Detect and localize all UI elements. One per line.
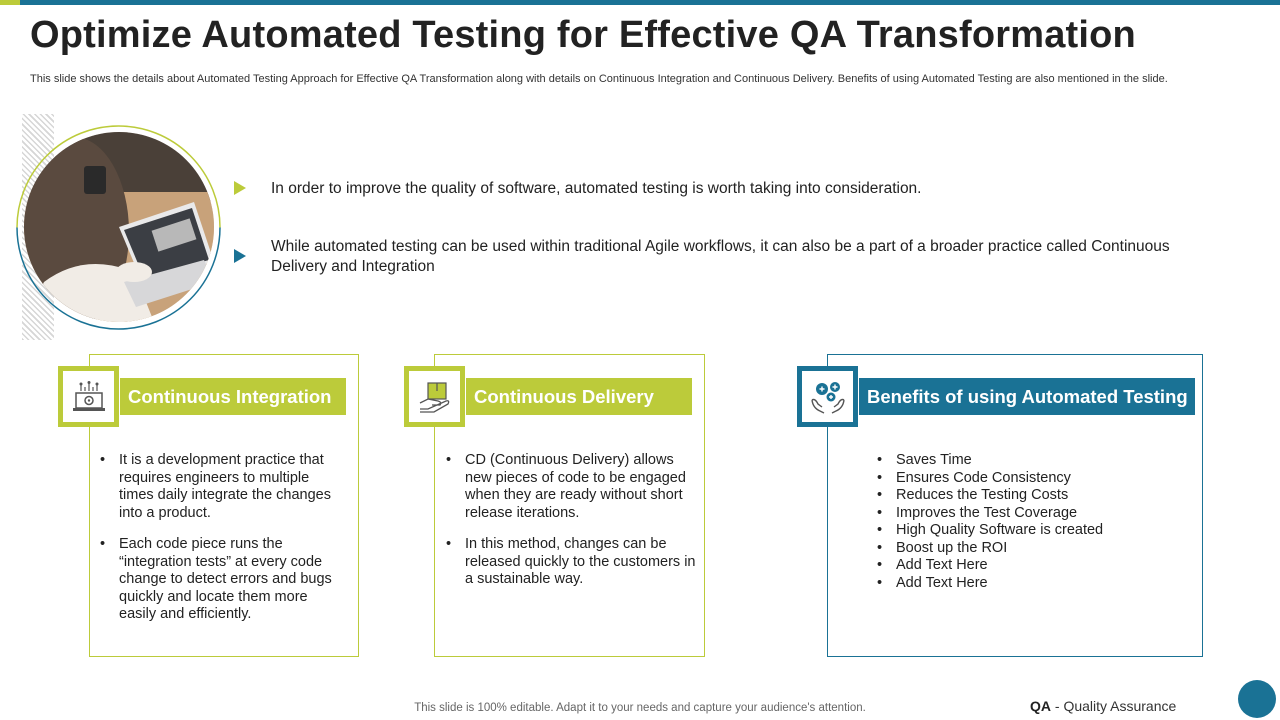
- list-item: • Add Text Here: [877, 575, 1177, 593]
- card-bullets-continuous-integration: [100, 452, 345, 638]
- card-title-continuous-delivery: Continuous Delivery: [466, 378, 692, 415]
- brand-label: [1030, 698, 1176, 714]
- package-hand-icon: [404, 366, 465, 427]
- top-accent-bar: [0, 0, 1280, 5]
- card-title-continuous-integration: Continuous Integration: [120, 378, 346, 415]
- list-item: • It is a development practice that requires engineers to multiple times daily integrate the changes into a product.: [100, 452, 345, 522]
- intro-point-2: While automated testing can be used within traditional Agile workflows, it can also be a part of a broader practice called Continuous Delivery and Integration: [271, 238, 1170, 275]
- page-title: Optimize Automated Testing for Effective QA Transformation: [30, 14, 1136, 56]
- arrow-right-icon: [233, 181, 247, 195]
- brand-bold: QA: [1030, 698, 1051, 714]
- list-item: • Saves Time: [877, 452, 1177, 470]
- list-item: • Reduces the Testing Costs: [877, 487, 1177, 505]
- arrow-right-icon: [233, 249, 247, 263]
- card-bullets-continuous-delivery: [446, 452, 696, 603]
- list-item: • CD (Continuous Delivery) allows new pieces of code to be engaged when they are ready without short release iterations.: [446, 452, 696, 522]
- list-item: • High Quality Software is created: [877, 522, 1177, 540]
- hands-care-icon: [797, 366, 858, 427]
- page-indicator-dot: [1238, 680, 1276, 718]
- laptop-photo: [24, 132, 214, 322]
- card-title-benefits: Benefits of using Automated Testing: [859, 378, 1195, 415]
- card-bullets-benefits: [877, 452, 1177, 592]
- laptop-gear-icon: [58, 366, 119, 427]
- list-item: • In this method, changes can be released quickly to the customers in a sustainable way.: [446, 536, 696, 589]
- top-accent-bar-green: [0, 0, 20, 5]
- brand-rest: - Quality Assurance: [1051, 698, 1177, 714]
- footer-note-text: This slide is 100% editable. Adapt it to your needs and capture your audience's attention.: [414, 702, 866, 714]
- list-item: • Improves the Test Coverage: [877, 505, 1177, 523]
- list-item: • Each code piece runs the “integration tests” at every code change to detect errors and bugs quickly and locate them more easily and efficiently.: [100, 536, 345, 624]
- list-item: • Add Text Here: [877, 557, 1177, 575]
- page-subtitle: This slide shows the details about Automated Testing Approach for Effective QA Transformation along with details on Continuous Integration and Continuous Delivery. Benefits of using Automated Testing are also mentioned in the slide.: [30, 73, 1168, 85]
- list-item: • Ensures Code Consistency: [877, 470, 1177, 488]
- list-item: • Boost up the ROI: [877, 540, 1177, 558]
- intro-point-1: In order to improve the quality of software, automated testing is worth taking into consideration.: [271, 180, 922, 197]
